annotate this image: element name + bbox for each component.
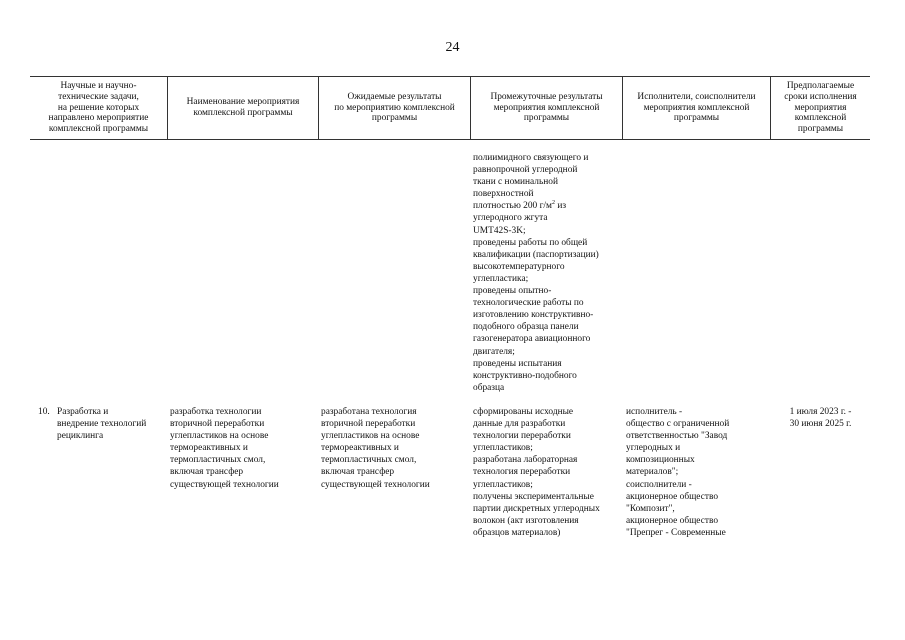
- continuation-text-a: полиимидного связующего и равнопрочной углеродной ткани с номинальной поверхностной плотностью 200 г/м: [473, 153, 589, 212]
- page-number: 24: [445, 40, 460, 55]
- header-executors-text: Исполнители, соисполнители мероприятия комплексной программы: [637, 91, 756, 124]
- row-task: Разработка и внедрение технологий рециклинга: [57, 407, 147, 442]
- header-deadlines: [771, 77, 870, 139]
- continuation-text-b: из: [554, 201, 567, 212]
- row-deadlines: 1 июля 2023 г. - 30 июня 2025 г.: [789, 407, 852, 430]
- header-intermediate-results: [471, 77, 622, 139]
- header-measure-name: [168, 77, 318, 139]
- header-tasks: [30, 77, 167, 139]
- row-expected-results: разработана технология вторичной переработки углепластиков на основе термореактивных и термопластичных смол, включая трансфер существующей технологии: [321, 407, 430, 490]
- header-expected-results: [319, 77, 470, 139]
- row-number: 10.: [38, 407, 50, 417]
- header-tasks-text: Научные и научно- технические задачи, на решение которых направлено мероприятие комплексной программы: [48, 81, 149, 135]
- header-bottom-border: [30, 139, 870, 140]
- header-measure-name-text: Наименование мероприятия комплексной программы: [186, 97, 300, 118]
- header-executors: [623, 77, 770, 139]
- superscript-2: 2: [551, 200, 555, 207]
- continuation-intermediate-results: [473, 152, 623, 394]
- row-measure-name: разработка технологии вторичной переработки углепластиков на основе термореактивных и термопластичных смол, включая трансфер существующей технологии: [170, 407, 279, 490]
- header-expected-results-text: Ожидаемые результаты по мероприятию комплексной программы: [334, 91, 455, 124]
- row-executors: исполнитель - общество с ограниченной ответственностью "Завод углеродных и композиционных материалов"; соисполнители - акционерное общество "Композит", акционерное общество "Препрег - Современные: [626, 407, 730, 538]
- header-deadlines-text: Предполагаемые сроки исполнения мероприятия комплексной программы: [784, 81, 857, 135]
- header-intermediate-results-text: Промежуточные результаты мероприятия комплексной программы: [490, 91, 603, 124]
- continuation-text-c: углеродного жгута UMT42S-3K; проведены работы по общей квалификации (паспортизации) высокотемпературного углепластика; проведены опытно- технологические работы по изготовлению конструктивно- подобного образца панели газогенератора авиационного двигателя; проведены испытания конструктивно-подобного образца: [473, 213, 599, 393]
- row-intermediate-results: сформированы исходные данные для разработки технологии переработки углепластиков; разработана лабораторная технология переработки углепластиков; получены экспериментальные партии дискретных углеродных волокон (акт изготовления образцов материалов): [473, 407, 600, 538]
